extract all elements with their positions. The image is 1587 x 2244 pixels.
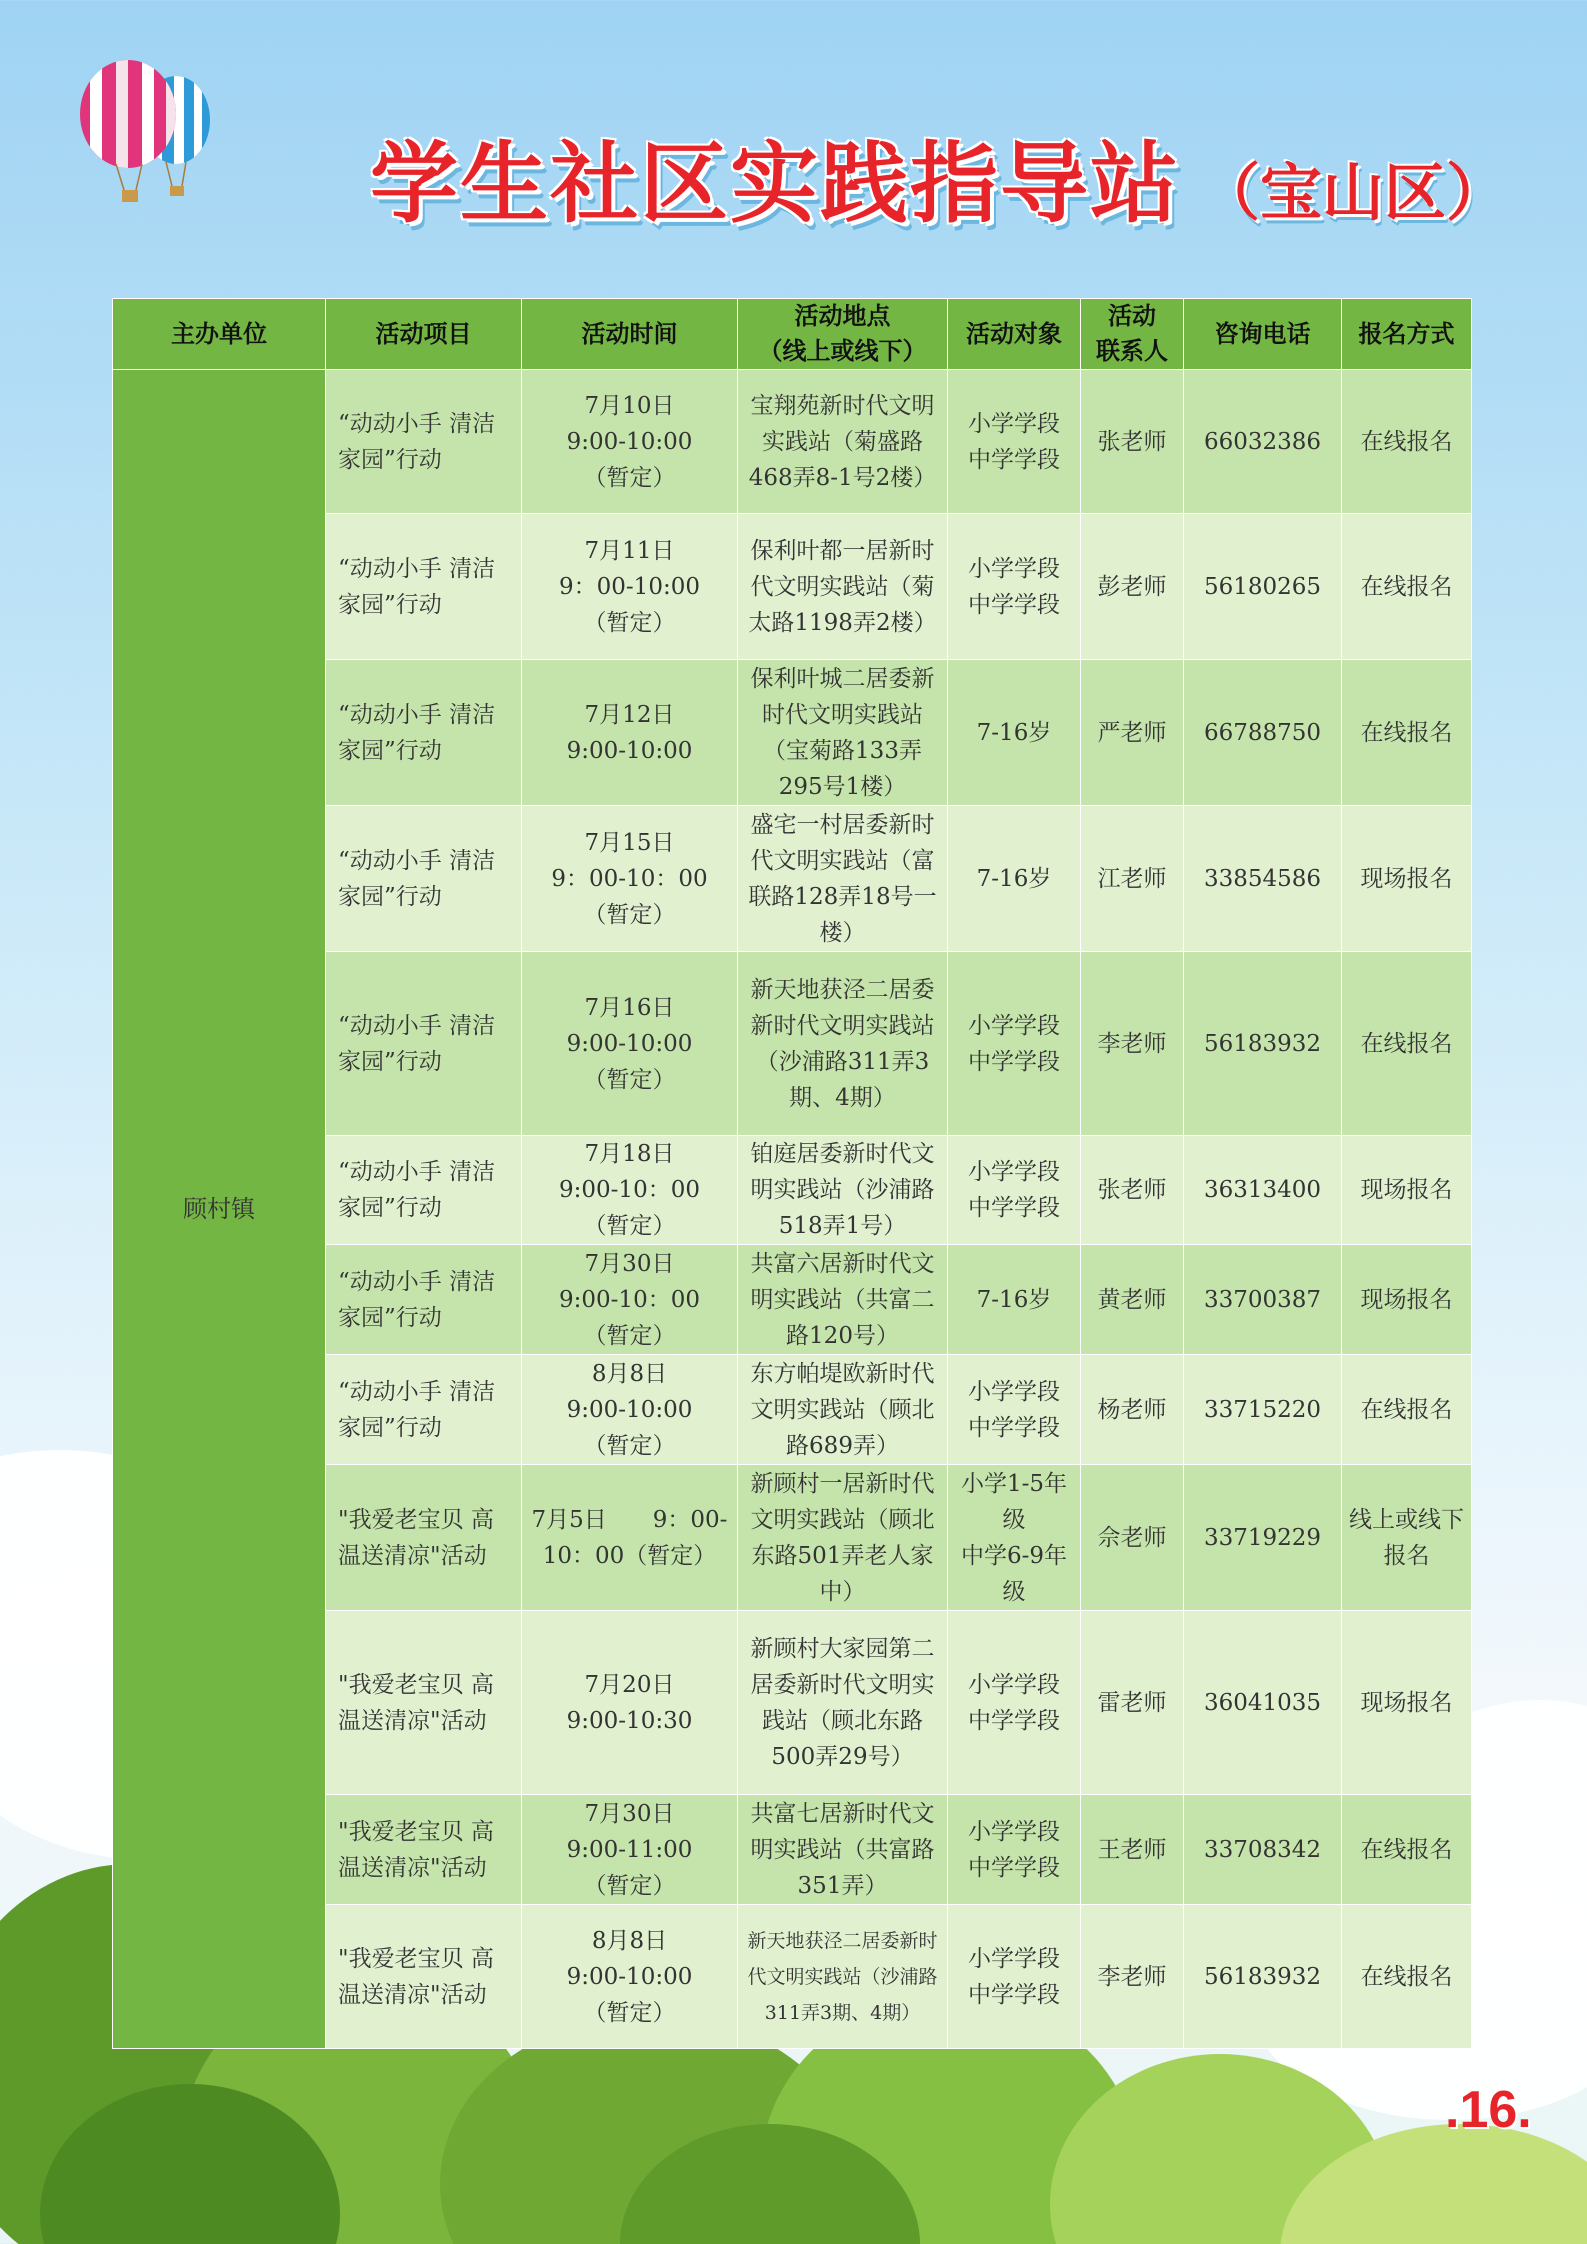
cell-contact: 江老师 xyxy=(1081,806,1184,952)
cell-time: 7月16日 9:00-10:00 （暂定） xyxy=(522,952,738,1136)
cell-time: 7月30日 9:00-10：00 （暂定） xyxy=(522,1245,738,1355)
cell-signup: 现场报名 xyxy=(1342,1611,1472,1795)
cell-contact: 李老师 xyxy=(1081,952,1184,1136)
cell-contact: 严老师 xyxy=(1081,660,1184,806)
cell-target: 小学学段 中学学段 xyxy=(948,1611,1081,1795)
cell-phone: 56183932 xyxy=(1184,952,1342,1136)
cell-time: 7月15日 9：00-10：00 （暂定） xyxy=(522,806,738,952)
cell-project: “动动小手 清洁家园”行动 xyxy=(326,370,522,514)
cell-time: 7月5日 9：00-10：00（暂定） xyxy=(522,1465,738,1611)
cell-contact: 张老师 xyxy=(1081,1136,1184,1245)
cell-phone: 36041035 xyxy=(1184,1611,1342,1795)
cell-signup: 现场报名 xyxy=(1342,1245,1472,1355)
activity-table xyxy=(112,298,1472,2049)
page-number: .16. xyxy=(1445,2081,1532,2139)
cell-signup: 在线报名 xyxy=(1342,952,1472,1136)
header-project: 活动项目 xyxy=(326,299,522,370)
cell-project: “动动小手 清洁家园”行动 xyxy=(326,1355,522,1465)
cell-target: 7-16岁 xyxy=(948,660,1081,806)
cell-time: 7月18日 9:00-10：00 （暂定） xyxy=(522,1136,738,1245)
cell-target: 小学学段 中学学段 xyxy=(948,1355,1081,1465)
cell-contact: 张老师 xyxy=(1081,370,1184,514)
cell-contact: 彭老师 xyxy=(1081,514,1184,660)
cell-time: 7月20日 9:00-10:30 xyxy=(522,1611,738,1795)
cell-location: 保利叶都一居新时代文明实践站（菊太路1198弄2楼） xyxy=(738,514,948,660)
cell-phone: 33719229 xyxy=(1184,1465,1342,1611)
cell-signup: 在线报名 xyxy=(1342,660,1472,806)
header-time: 活动时间 xyxy=(522,299,738,370)
title-main: 学生社区实践指导站 xyxy=(370,132,1181,235)
cell-time: 8月8日 9:00-10:00 （暂定） xyxy=(522,1355,738,1465)
cell-location: 宝翔苑新时代文明实践站（菊盛路468弄8-1号2楼） xyxy=(738,370,948,514)
cell-target: 7-16岁 xyxy=(948,806,1081,952)
cell-location: 新天地获泾二居委新时代文明实践站 （沙浦路311弄3期、4期） xyxy=(738,952,948,1136)
cell-location: 铂庭居委新时代文明实践站（沙浦路518弄1号） xyxy=(738,1136,948,1245)
cell-time: 7月10日 9:00-10:00 （暂定） xyxy=(522,370,738,514)
cell-contact: 李老师 xyxy=(1081,1905,1184,2049)
hot-air-balloons-icon xyxy=(66,58,306,218)
cell-target: 小学学段 中学学段 xyxy=(948,370,1081,514)
cell-phone: 33854586 xyxy=(1184,806,1342,952)
cell-location: 共富六居新时代文明实践站（共富二路120号） xyxy=(738,1245,948,1355)
cell-target: 小学学段 中学学段 xyxy=(948,1136,1081,1245)
header-organizer: 主办单位 xyxy=(113,299,326,370)
cell-project: "我爱老宝贝 高温送清凉"活动 xyxy=(326,1611,522,1795)
cell-phone: 33715220 xyxy=(1184,1355,1342,1465)
header-signup: 报名方式 xyxy=(1342,299,1472,370)
cell-project: “动动小手 清洁家园”行动 xyxy=(326,806,522,952)
header-location: 活动地点 （线上或线下） xyxy=(738,299,948,370)
cell-contact: 杨老师 xyxy=(1081,1355,1184,1465)
cell-location: 新天地获泾二居委新时代文明实践站（沙浦路311弄3期、4期） xyxy=(738,1905,948,2049)
header-contact: 活动 联系人 xyxy=(1081,299,1184,370)
cell-location: 新顾村大家园第二居委新时代文明实践站（顾北东路500弄29号） xyxy=(738,1611,948,1795)
cell-target: 小学学段 中学学段 xyxy=(948,952,1081,1136)
cell-contact: 佘老师 xyxy=(1081,1465,1184,1611)
cell-project: “动动小手 清洁家园”行动 xyxy=(326,1136,522,1245)
header-target: 活动对象 xyxy=(948,299,1081,370)
cell-contact: 雷老师 xyxy=(1081,1611,1184,1795)
cell-signup: 现场报名 xyxy=(1342,1136,1472,1245)
cell-signup: 线上或线下报名 xyxy=(1342,1465,1472,1611)
cell-target: 小学学段 中学学段 xyxy=(948,514,1081,660)
cell-target: 7-16岁 xyxy=(948,1245,1081,1355)
cell-phone: 56183932 xyxy=(1184,1905,1342,2049)
cell-phone: 36313400 xyxy=(1184,1136,1342,1245)
page-title xyxy=(370,118,1509,235)
table-header-row xyxy=(113,299,1472,370)
cell-signup: 在线报名 xyxy=(1342,1905,1472,2049)
header-phone: 咨询电话 xyxy=(1184,299,1342,370)
cell-contact: 黄老师 xyxy=(1081,1245,1184,1355)
cell-phone: 33700387 xyxy=(1184,1245,1342,1355)
cell-phone: 33708342 xyxy=(1184,1795,1342,1905)
cell-target: 小学1-5年级 中学6-9年级 xyxy=(948,1465,1081,1611)
cell-phone: 66788750 xyxy=(1184,660,1342,806)
cell-phone: 56180265 xyxy=(1184,514,1342,660)
cell-project: “动动小手 清洁家园”行动 xyxy=(326,952,522,1136)
cell-location: 新顾村一居新时代文明实践站（顾北东路501弄老人家中） xyxy=(738,1465,948,1611)
cell-time: 7月30日 9:00-11:00 （暂定） xyxy=(522,1795,738,1905)
cell-project: "我爱老宝贝 高温送清凉"活动 xyxy=(326,1905,522,2049)
cell-signup: 在线报名 xyxy=(1342,1355,1472,1465)
cell-target: 小学学段 中学学段 xyxy=(948,1905,1081,2049)
cell-signup: 在线报名 xyxy=(1342,1795,1472,1905)
cell-time: 7月11日 9：00-10:00 （暂定） xyxy=(522,514,738,660)
cell-project: "我爱老宝贝 高温送清凉"活动 xyxy=(326,1795,522,1905)
cell-location: 盛宅一村居委新时代文明实践站（富联路128弄18号一楼） xyxy=(738,806,948,952)
cell-phone: 66032386 xyxy=(1184,370,1342,514)
cell-project: “动动小手 清洁家园”行动 xyxy=(326,1245,522,1355)
table-row xyxy=(113,370,1472,514)
cell-location: 保利叶城二居委新时代文明实践站（宝菊路133弄295号1楼） xyxy=(738,660,948,806)
cell-time: 8月8日 9:00-10:00 （暂定） xyxy=(522,1905,738,2049)
cell-target: 小学学段 中学学段 xyxy=(948,1795,1081,1905)
title-district: （宝山区） xyxy=(1198,156,1509,229)
cell-signup: 在线报名 xyxy=(1342,370,1472,514)
cell-contact: 王老师 xyxy=(1081,1795,1184,1905)
cell-project: “动动小手 清洁家园”行动 xyxy=(326,660,522,806)
cell-signup: 在线报名 xyxy=(1342,514,1472,660)
cell-project: “动动小手 清洁家园”行动 xyxy=(326,514,522,660)
cell-signup: 现场报名 xyxy=(1342,806,1472,952)
cell-location: 东方帕堤欧新时代文明实践站（顾北路689弄） xyxy=(738,1355,948,1465)
cell-time: 7月12日 9:00-10:00 xyxy=(522,660,738,806)
organizer-cell: 顾村镇 xyxy=(113,370,326,2049)
cell-project: "我爱老宝贝 高温送清凉"活动 xyxy=(326,1465,522,1611)
cell-location: 共富七居新时代文明实践站（共富路351弄） xyxy=(738,1795,948,1905)
